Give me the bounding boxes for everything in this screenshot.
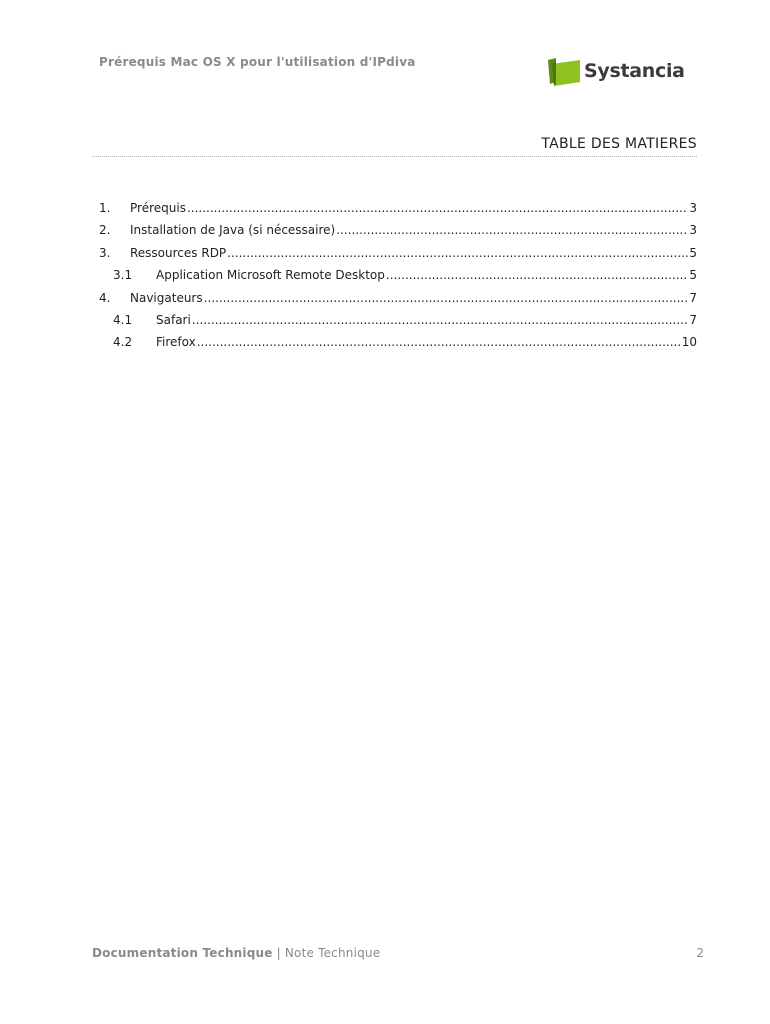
toc-entry-page: 3 (689, 223, 697, 238)
toc-leader-dots (197, 335, 681, 349)
toc-entry-ressources-rdp[interactable] (99, 246, 697, 268)
toc-entry-number: 4.2 (113, 335, 133, 350)
toc-entry-page: 3 (689, 201, 697, 215)
toc-entry-number: 3.1 (113, 268, 133, 283)
toc-leader-dots (227, 246, 688, 260)
toc-entry-firefox[interactable] (99, 335, 697, 357)
toc-entry-number: 1. (99, 201, 111, 215)
heading-divider (92, 156, 697, 157)
toc-entry-title: Firefox (156, 335, 196, 350)
footer-separator: | (276, 946, 281, 960)
toc-entry-number: 2. (99, 223, 111, 238)
footer-doc-subtype: Note Technique (284, 946, 381, 960)
toc-leader-dots (192, 313, 689, 327)
toc-entry-title: Safari (156, 312, 191, 327)
toc-entry-page: 7 (689, 290, 697, 305)
toc-entry-microsoft-remote-desktop[interactable] (99, 268, 697, 290)
footer-doc-type: Documentation Technique (92, 946, 273, 960)
toc-entry-title: Application Microsoft Remote Desktop (156, 268, 385, 283)
toc-entry-page: 10 (681, 335, 697, 350)
toc-leader-dots (187, 201, 688, 215)
toc-entry-navigateurs[interactable] (99, 291, 697, 313)
toc-entry-page: 5 (689, 268, 697, 283)
company-logo (546, 58, 686, 88)
toc-entry-title: Installation de Java (si nécessaire) (130, 223, 336, 238)
document-header-title: Prérequis Mac OS X pour l'utilisation d'IPdiva (99, 55, 416, 69)
toc-entry-title: Navigateurs (130, 290, 203, 305)
toc-leader-dots (336, 223, 688, 237)
toc-entry-title: Ressources RDP (130, 245, 227, 260)
toc-leader-dots (386, 268, 688, 282)
logo-wordmark: Systancia (584, 60, 685, 82)
page-footer (92, 946, 380, 960)
toc-entry-installation-java[interactable] (99, 223, 697, 245)
toc-entry-page: 7 (689, 312, 697, 327)
footer-page-number: 2 (696, 946, 704, 960)
toc-entry-safari[interactable] (99, 313, 697, 335)
systancia-logo-icon (546, 58, 582, 88)
toc-heading: TABLE DES MATIERES (541, 136, 697, 152)
toc-entry-number: 4. (99, 290, 111, 305)
toc-entry-number: 3. (99, 245, 111, 260)
toc-entry-number: 4.1 (113, 312, 133, 327)
toc-entry-title: Prérequis (130, 201, 186, 215)
toc-leader-dots (204, 291, 689, 305)
toc-entry-prerequis[interactable] (99, 201, 697, 223)
toc-entry-page: 5 (689, 245, 697, 260)
table-of-contents (99, 201, 697, 358)
